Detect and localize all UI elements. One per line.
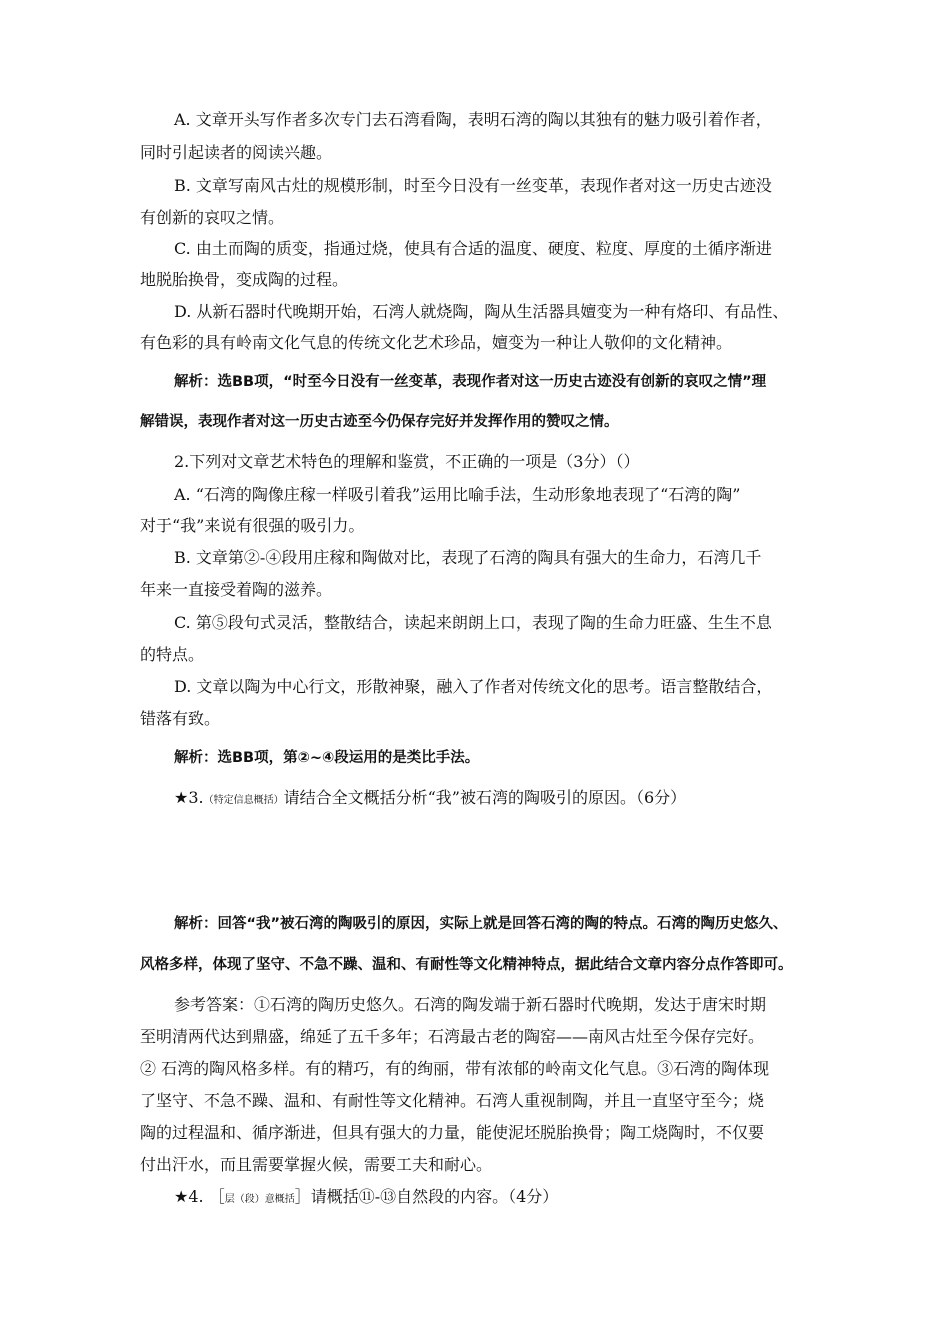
q2-option-c-line2: 的特点。: [140, 645, 205, 664]
q1-analysis-line2: 解错误，表现作者对这一历史古迹至今仍保存完好并发挥作用的赞叹之情。: [140, 414, 619, 430]
q2-option-a-line1: A. “石湾的陶像庄稼一样吸引着我”运用比喻手法，生动形象地表现了“石湾的陶”: [174, 485, 741, 504]
q2-option-a-line2: 对于“我”来说有很强的吸引力。: [140, 516, 365, 535]
q1-option-a-line1: A. 文章开头写作者多次专门去石湾看陶，表明石湾的陶以其独有的魅力吸引着作者，: [174, 110, 772, 129]
q2-option-d-line1: D. 文章以陶为中心行文，形散神聚，融入了作者对传统文化的思考。语言整散结合，: [174, 677, 773, 696]
q1-option-c-line1: C. 由土而陶的质变，指通过烧，使具有合适的温度、硬度、粒度、厚度的土循序渐进: [174, 239, 772, 258]
q1-option-d-line2: 有色彩的具有岭南文化气息的传统文化艺术珍品，嬗变为一种让人敬仰的文化精神。: [140, 333, 733, 352]
q3-answer-line5: 陶的过程温和、循序渐进，但具有强大的力量，能使泥坯脱胎换骨；陶工烧陶时，不仅要: [140, 1123, 765, 1142]
q2-stem: 2.下列对文章艺术特色的理解和鉴赏，不正确的一项是（3分）（）: [174, 452, 640, 471]
q2-option-b-line1: B. 文章第②-④段用庄稼和陶做对比，表现了石湾的陶具有强大的生命力，石湾几千: [174, 548, 762, 567]
q3-star-prefix: ★3.: [174, 788, 204, 807]
q3-stem-line: [174, 788, 686, 811]
q2-option-d-line2: 错落有致。: [140, 709, 221, 728]
q2-option-c-line1: C. 第⑤段句式灵活，整散结合，读起来朗朗上口，表现了陶的生命力旺盛、生生不息: [174, 613, 772, 632]
q1-option-c-line2: 地脱胎换骨，变成陶的过程。: [140, 270, 349, 289]
q2-option-b-line2: 年来一直接受着陶的滋养。: [140, 580, 333, 599]
q1-option-b-line1: B. 文章写南风古灶的规模形制，时至今日没有一丝变革，表现作者对这一历史古迹没: [174, 176, 772, 195]
q3-tag: （特定信息概括）: [203, 795, 284, 806]
q1-option-b-line2: 有创新的哀叹之情。: [140, 208, 285, 227]
q3-answer-line6: 付出汗水，而且需要掌握火候，需要工夫和耐心。: [140, 1155, 493, 1174]
q3-answer-line4: 了坚守、不急不躁、温和、有耐性等文化精神。石湾人重视制陶，并且一直坚守至今；烧: [140, 1091, 765, 1110]
q1-option-a-line2: 同时引起读者的阅读兴趣。: [140, 143, 333, 162]
q4-tag: 层（段）意概括: [224, 1194, 295, 1205]
q3-answer-line3: ② 石湾的陶风格多样。有的精巧，有的绚丽，带有浓郁的岭南文化气息。③石湾的陶体现: [140, 1059, 770, 1078]
q2-analysis: 解析：选BB项，第②~④段运用的是类比手法。: [174, 750, 480, 766]
q4-star-prefix: ★4. ［: [174, 1187, 225, 1206]
q3-answer-line2: 至明清两代达到鼎盛，绵延了五千多年；石湾最古老的陶窑——南风古灶至今保存完好。: [140, 1027, 765, 1046]
q3-analysis-line1: 解析：回答“我”被石湾的陶吸引的原因，实际上就是回答石湾的陶的特点。石湾的陶历史悠久、: [174, 916, 788, 932]
q1-option-d-line1: D. 从新石器时代晚期开始，石湾人就烧陶，陶从生活器具嬗变为一种有烙印、有品性、: [174, 302, 789, 321]
q1-analysis-line1: 解析：选BB项，“时至今日没有一丝变革，表现作者对这一历史古迹没有创新的哀叹之情”理: [174, 374, 767, 390]
q3-stem: 请结合全文概括分析“我”被石湾的陶吸引的原因。（6分）: [283, 788, 687, 807]
q4-stem: ］请概括⑪-⑬自然段的内容。（4分）: [294, 1187, 559, 1206]
q3-answer-line1: 参考答案：①石湾的陶历史悠久。石湾的陶发端于新石器时代晚期，发达于唐宋时期: [174, 995, 767, 1014]
q3-analysis-line2: 风格多样，体现了坚守、不急不躁、温和、有耐性等文化精神特点，据此结合文章内容分点作答即可。: [140, 957, 793, 973]
q4-stem-line: [174, 1187, 558, 1210]
